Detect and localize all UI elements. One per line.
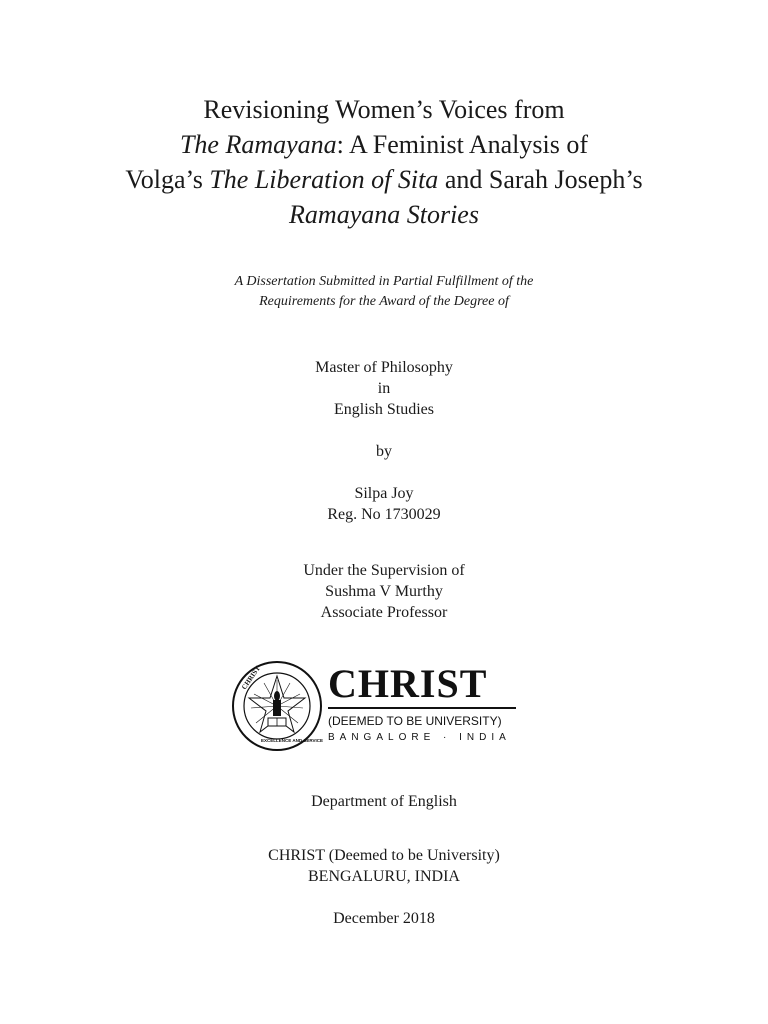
title-line-3-post: and Sarah Joseph’s [438, 165, 643, 194]
supervisor-title: Associate Professor [320, 604, 448, 621]
university-seal-icon [232, 656, 332, 756]
title-line-2-rest: : A Feminist Analysis of [336, 130, 589, 159]
seal-top-text: CHRIST [240, 664, 263, 692]
submission-line-2: Requirements for the Award of the Degree of [259, 294, 509, 309]
wordmark-christ: CHRIST [328, 661, 488, 706]
degree-connector: in [377, 380, 391, 397]
title-line-2 [0, 127, 768, 162]
title-line-1: Revisioning Women’s Voices from [203, 95, 565, 124]
degree-and-author [0, 357, 768, 623]
wordmark-divider [328, 707, 516, 709]
university-wordmark [328, 662, 516, 746]
submission-statement [0, 272, 768, 312]
title-ramayana-italic: The Ramayana [179, 130, 337, 159]
submission-line-1: A Dissertation Submitted in Partial Fulfillment of the [234, 274, 534, 289]
title-ramayana-stories-italic: Ramayana Stories [289, 200, 479, 229]
degree-name: Master of Philosophy [315, 359, 453, 376]
seal-bottom-text: EXCELLENCE AND SERVICE [261, 738, 324, 743]
institution-name: CHRIST (Deemed to be University) [268, 847, 500, 864]
author-by: by [376, 443, 392, 460]
submission-date: December 2018 [333, 910, 435, 927]
institution-city: BENGALURU, INDIA [308, 868, 460, 885]
wordmark-location: BANGALORE · INDIA [328, 732, 511, 743]
title-line-4 [0, 197, 768, 232]
title-line-3 [0, 162, 768, 197]
wordmark-deemed: (DEEMED TO BE UNIVERSITY) [328, 714, 502, 728]
title-line-3-pre: Volga’s [125, 165, 210, 194]
dissertation-title [0, 92, 768, 232]
author-name: Silpa Joy [354, 485, 414, 502]
author-reg-no: Reg. No 1730029 [327, 506, 441, 523]
supervisor-name: Sushma V Murthy [325, 583, 443, 600]
degree-field: English Studies [333, 401, 434, 418]
title-liberation-italic: The Liberation of Sita [209, 165, 439, 194]
supervision-label: Under the Supervision of [303, 562, 465, 579]
institution-footer [0, 791, 768, 929]
university-logo [232, 656, 522, 756]
department-name: Department of English [311, 793, 457, 810]
